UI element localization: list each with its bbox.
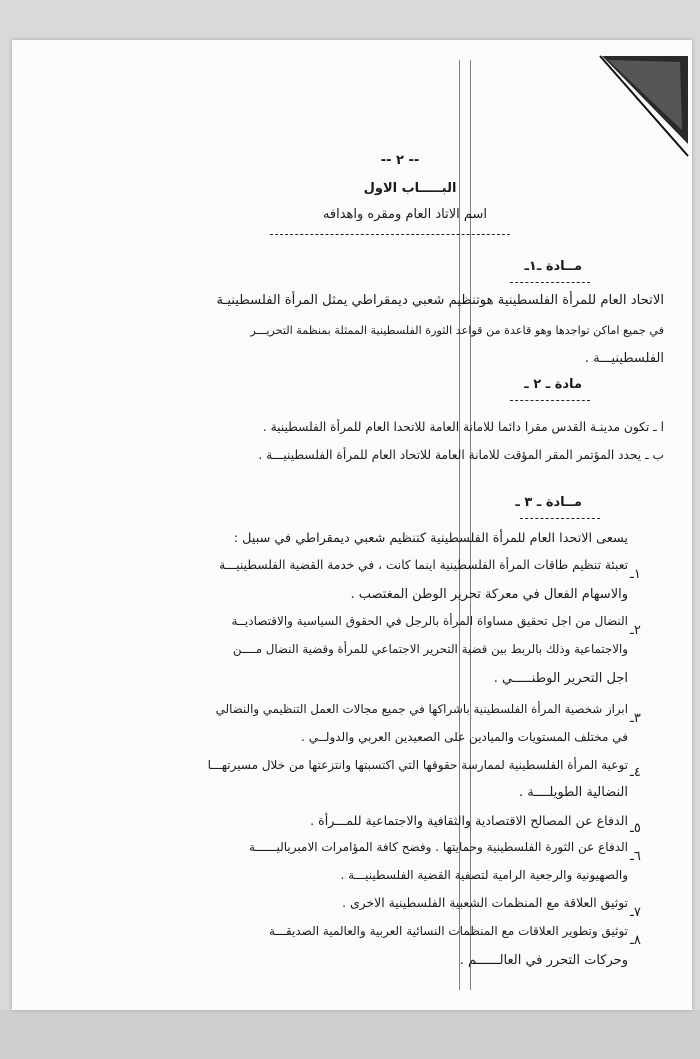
article2-line-1: ا ـ تكون مدينـة القدس مقرا دائما للامانة العامة للاتحدا العام للمرأة الفلسطينية . — [262, 420, 664, 434]
item6-line-2: والصهيونية والرجعية الرامية لتصفية القضية الفلسطينيـــة . — [340, 868, 628, 882]
item8-line-1: توثيق وتطوير العلاقات مع المنظمات النسائية العربية والعالمية الصديقـــة — [268, 924, 628, 938]
chapter-title: البـــــاب الاول — [363, 181, 457, 196]
item1-line-2: والاسهام الفعال في معركة تحرير الوطن المغتصب . — [350, 587, 628, 602]
item-number: ٧ـ — [630, 905, 641, 920]
article1-line-3: الفلسطينيـــة . — [584, 351, 664, 366]
item2-line-3: اجل التحرير الوطنـــــي . — [493, 671, 628, 686]
subtitle-underline — [270, 234, 510, 235]
item7-line-1: توثيق العلاقة مع المنظمات الشعبية الفلسطينية الاخرى . — [342, 895, 628, 910]
item-number: ٤ـ — [630, 765, 641, 780]
article1-line-2: في جميع اماكن تواجدها وهو قاعدة من قواعد الثورة الفلسطينية الممثلة بمنظمة التحريـــر — [250, 324, 664, 337]
item-number: ١ـ — [630, 567, 641, 582]
article2-line-2: ب ـ يحدد المؤتمر المقر المؤقت للامانة العامة للاتحاد العام للمرأة الفلسطينيـــة . — [258, 448, 664, 462]
item-number: ٦ـ — [630, 849, 641, 864]
chapter-subtitle: اسم الاتاد العام ومقره واهدافه — [322, 207, 488, 222]
item1-line-1: تعبئة تنظيم طاقات المرأة الفلسطينية اينما كانت ، في خدمة القضية الفلسطينيـــة — [219, 558, 628, 572]
article2-underline — [510, 400, 590, 401]
article1-heading: مــادة ـ١ـ — [524, 259, 582, 274]
article1-line-1: الاتحاد العام للمرأة الفلسطينية هوتنظيم شعبي ديمقراطي يمثل المرأة الفلسطينيـة — [216, 293, 664, 308]
item3-line-2: في مختلف المستويات والميادين على الصعيدين العربي والدولــي . — [301, 730, 628, 744]
article1-underline — [510, 282, 590, 283]
item5-line-1: الدفاع عن المصالح الاقتصادية والثقافية والاجتماعية للمـــرأة . — [310, 813, 628, 828]
item3-line-1: ابراز شخصية المرأة الفلسطينية باشراكها في جميع مجالات العمل التنظيمي والنضالي — [215, 702, 628, 716]
scan-background-strip — [0, 1010, 700, 1059]
item-number: ٣ـ — [630, 711, 641, 726]
item4-line-1: توعية المرأة الفلسطينية لممارسة حقوقها التي اكتسبتها وانتزعتها من خلال مسيرتهـــا — [207, 758, 628, 772]
article3-underline — [520, 518, 600, 519]
item8-line-2: وحركات التحرر في العالــــــم . — [459, 953, 628, 968]
item2-line-1: النضال من اجل تحقيق مساواة المرأة بالرجل في الحقوق السياسية والاقتصاديــة — [231, 614, 628, 628]
item4-line-2: النضالية الطويلــــة . — [518, 785, 628, 800]
item6-line-1: الدفاع عن الثورة الفلسطينية وحمايتها . وفضح كافة المؤامرات الامبرياليــــــة — [248, 840, 628, 854]
item-number: ٨ـ — [630, 933, 641, 948]
page-number: -- ٢ -- — [380, 153, 420, 168]
article3-heading: مــادة ـ ٣ ـ — [515, 495, 582, 510]
item-number: ٥ـ — [630, 821, 641, 836]
article3-intro: يسعى الاتحدا العام للمرأة الفلسطينية كتنظيم شعبي ديمقراطي في سبيل : — [233, 531, 628, 546]
item-number: ٢ـ — [630, 623, 641, 638]
item2-line-2: والاجتماعية وذلك بالربط بين قضية التحرير الاجتماعي للمرأة وقضية النضال مــــن — [232, 642, 628, 656]
folded-corner — [598, 52, 690, 162]
article2-heading: مادة ـ ٢ ـ — [524, 377, 582, 392]
